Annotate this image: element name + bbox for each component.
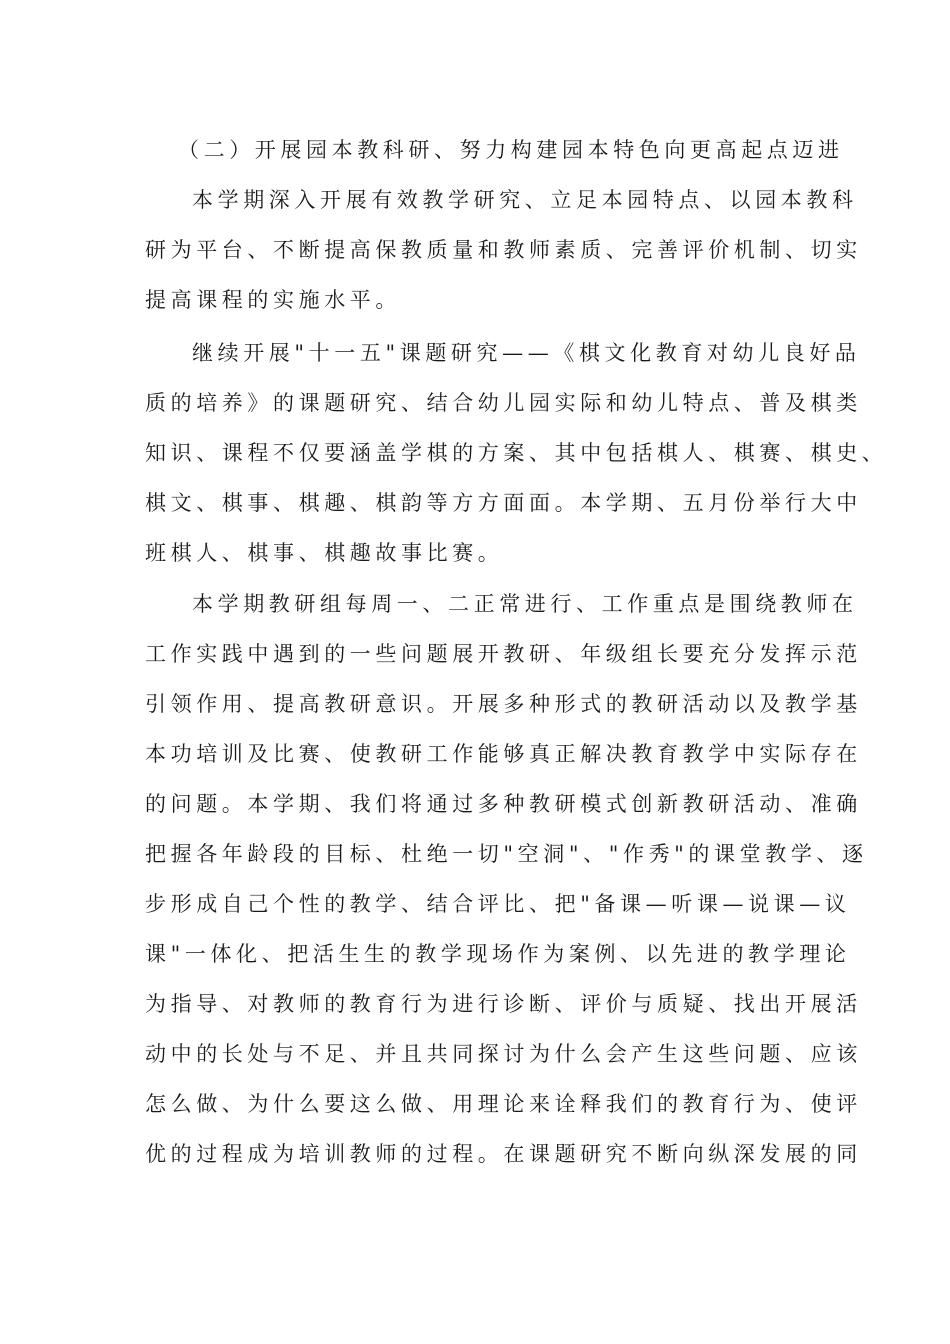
paragraph-line: 研为平台、不断提高保教质量和教师素质、完善评价机制、切实 [145,238,862,262]
paragraph-line: 动中的长处与不足、并且共同探讨为什么会产生这些问题、应该 [145,1042,862,1066]
paragraph-line: 怎么做、为什么要这么做、用理论来诠释我们的教育行为、使评 [145,1092,862,1116]
paragraph-line: 的问题。本学期、我们将通过多种教研模式创新教研活动、准确 [145,792,862,816]
paragraph-line: 知识、课程不仅要涵盖学棋的方案、其中包括棋人、棋赛、棋史、 [145,441,888,465]
paragraph-line: 把握各年龄段的目标、杜绝一切"空洞"、"作秀"的课堂教学、逐 [145,842,868,866]
paragraph-line: 继续开展"十一五"课题研究——《棋文化教育对幼儿良好品 [192,341,861,365]
paragraph-line: 引领作用、提高教研意识。开展多种形式的教研活动以及教学基 [145,692,862,716]
paragraph-line: 步形成自己个性的教学、结合评比、把"备课—听课—说课—议 [145,892,851,916]
paragraph-line: 本学期深入开展有效教学研究、立足本园特点、以园本教科 [192,188,858,212]
paragraph-line: 棋文、棋事、棋趣、棋韵等方方面面。本学期、五月份举行大中 [145,491,862,515]
paragraph-line: 工作实践中遇到的一些问题展开教研、年级组长要充分发挥示范 [145,642,862,666]
paragraph-line: 优的过程成为培训教师的过程。在课题研究不断向纵深发展的同 [145,1142,862,1166]
paragraph-line: 本功培训及比赛、使教研工作能够真正解决教育教学中实际存在 [145,742,862,766]
paragraph-line: 质的培养》的课题研究、结合幼儿园实际和幼儿特点、普及棋类 [145,391,862,415]
paragraph-line: 课"一体化、把活生生的教学现场作为案例、以先进的教学理论 [145,942,851,966]
section-heading: （二）开展园本教科研、努力构建园本特色向更高起点迈进 [178,138,844,162]
paragraph-line: 提高课程的实施水平。 [145,288,401,312]
paragraph-line: 班棋人、棋事、棋趣故事比赛。 [145,541,504,565]
paragraph-line: 为指导、对教师的教育行为进行诊断、评价与质疑、找出开展活 [145,992,862,1016]
paragraph-line: 本学期教研组每周一、二正常进行、工作重点是围绕教师在 [192,592,858,616]
